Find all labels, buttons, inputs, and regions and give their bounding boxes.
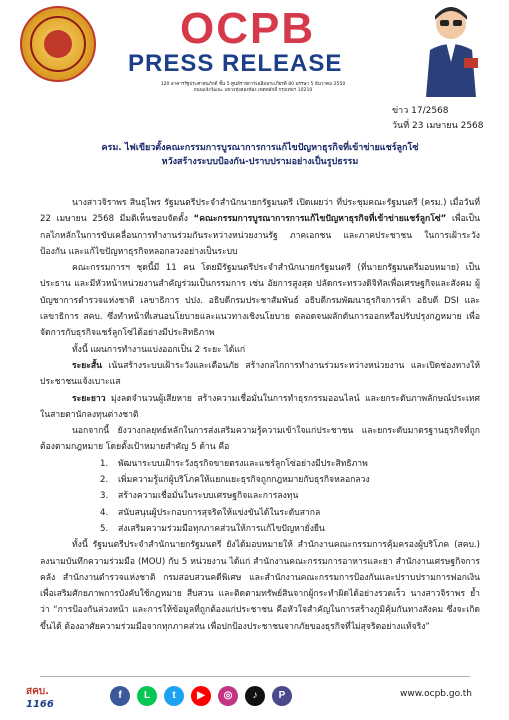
twitter-icon[interactable]: t (164, 686, 184, 706)
mascot-illustration (420, 2, 482, 97)
footer-divider (40, 676, 470, 677)
article-body (40, 195, 480, 635)
goals-list (40, 456, 480, 537)
news-number: ข่าว 17/2568 (392, 106, 449, 116)
tiktok-icon[interactable]: ♪ (245, 686, 265, 706)
paragraph-1: นางสาวจิราพร สินธุไพร รัฐมนตรีประจำสำนักนายกรัฐมนตรี เปิดเผยว่า ที่ประชุมคณะรัฐมนตรี (ครม.) เมื่อวันที่ 22 เมษายน 2568 มีมติเห็นชอบจัดตั้ง “คณะกรรมการบูรณาการการแก้ไขปัญหาธุรกิจที่เข้าข่ายแชร์ลูกโซ่” เพื่อเป็นกลไกหลักในการขับเคลื่อนการทำงานร่วมกันระหว่างหน่วยงานรัฐ ภาคเอกชน และภาคประชาชน ในการเฝ้าระวัง ป้องกัน และแก้ไขปัญหาธุรกิจหลอกลวงอย่างเป็นระบบ (40, 198, 480, 257)
youtube-icon[interactable]: ▶ (191, 686, 211, 706)
list-item: 1. พัฒนาระบบเฝ้าระวังธุรกิจขายตรงและแชร์ลูกโซ่อย่างมีประสิทธิภาพ (100, 458, 368, 469)
footer (0, 676, 509, 720)
paragraph-long-term: ระยะยาว มุ่งลดจำนวนผู้เสียหาย สร้างความเชื่อมั่นในการทำธุรกรรมออนไลน์ และยกระดับภาพลักษณ์ประเทศในสายตานักลงทุนต่างชาติ (40, 393, 480, 420)
news-date: วันที่ 23 เมษายน 2568 (392, 121, 484, 131)
list-item: 4. สนับสนุนผู้ประกอบการสุจริตให้แข่งขันได้ในระดับสากล (100, 507, 321, 518)
headline-line-2: หวังสร้างระบบป้องกัน-ปราบปรามอย่างเป็นรูปธรรม (161, 157, 359, 167)
press-release-title: PRESS RELEASE (128, 50, 343, 77)
hotline-logo: สคบ. 1166 (26, 686, 54, 710)
facebook-icon[interactable]: f (110, 686, 130, 706)
website-link[interactable]: www.ocpb.go.th (400, 689, 473, 699)
address-line-2: ถนนแจ้งวัฒนะ แขวงทุ่งสองห้อง เขตหลักสี่ กรุงเทพฯ 10210 (193, 88, 313, 93)
headline-line-1: ครม. ไฟเขียวตั้งคณะกรรมการบูรณาการการแก้ไขปัญหาธุรกิจที่เข้าข่ายแชร์ลูกโซ่ (101, 143, 419, 153)
headline (60, 141, 460, 169)
paragraph-2: คณะกรรมการฯ ชุดนี้มี 11 คน โดยมีรัฐมนตรีประจำสำนักนายกรัฐมนตรี (ที่นายกรัฐมนตรีมอบหมาย) เป็นประธาน และมีหัวหน้าหน่วยงานสำคัญร่วมเป็นกรรมการ เช่น อัยการสูงสุด ปลัดกระทรวงดิจิทัลเพื่อเศรษฐกิจและสังคม ผู้บัญชาการตำรวจแห่งชาติ เลขาธิการ ปปง. อธิบดีกรมประชาสัมพันธ์ อธิบดีกรมพัฒนาธุรกิจการค้า อธิบดี DSI และเลขาธิการ สคบ. ซึ่งทำหน้าที่เสนอนโยบายและแนวทางเชิงนโยบาย ตลอดจนผลักดันการออกหรือปรับปรุงกฎหมาย เพื่อจัดการกับธุรกิจแชร์ลูกโซ่ได้อย่างมีประสิทธิภาพ (40, 263, 480, 339)
pantip-icon[interactable]: P (272, 686, 292, 706)
address (118, 82, 388, 94)
instagram-icon[interactable]: ◎ (218, 686, 238, 706)
paragraph-3: ทั้งนี้ แผนการทำงานแบ่งออกเป็น 2 ระยะ ได้แก่ (72, 344, 246, 355)
news-meta (392, 104, 507, 134)
paragraph-7: ทั้งนี้ รัฐมนตรีประจำสำนักนายกรัฐมนตรี ยังได้มอบหมายให้ สำนักงานคณะกรรมการคุ้มครองผู้บริโภค (สคบ.) ลงนามบันทึกความร่วมมือ (MOU) กับ 5 หน่วยงาน ได้แก่ สำนักงานคณะกรรมการอาหารและยา สำนักงานเศรษฐกิจการคลัง สำนักงานตำรวจแห่งชาติ กรมสอบสวนคดีพิเศษ และสำนักงานคณะกรรมการป้องกันและปราบปรามการฟอกเงิน เพื่อเสริมศักยภาพการบังคับใช้กฎหมาย สืบสวน และติดตามทรัพย์สินจากผู้กระทำผิดได้อย่างรวดเร็ว นางสาวจิราพร ย้ำว่า “การป้องกันล่วงหน้า และการให้ข้อมูลที่ถูกต้องแก่ประชาชน คือหัวใจสำคัญในการสร้างภูมิคุ้มกันทางสังคม ซึ่งจะเกิดขึ้นได้ ต้องอาศัยความร่วมมือจากทุกภาคส่วน เพื่อปกป้องประชาชนจากภัยของธุรกิจที่ไม่สุจริตอย่างแท้จริง” (40, 540, 480, 632)
brand-title: OCPB (180, 4, 316, 53)
list-item: 3. สร้างความเชื่อมั่นในระบบเศรษฐกิจและการลงทุน (100, 491, 299, 502)
list-item: 2. เพิ่มความรู้แก่ผู้บริโภคให้แยกแยะธุรกิจถูกกฎหมายกับธุรกิจหลอกลวง (100, 475, 370, 486)
list-item: 5. ส่งเสริมความร่วมมือทุกภาคส่วนให้การแก้ไขปัญหายั่งยืน (100, 523, 325, 534)
address-line-1: 120 อาคารรัฐประศาสนภักดี ชั้น 5 ศูนย์ราชการเฉลิมพระเกียรติ 80 พรรษา 5 ธันวาคม 2550 (160, 82, 346, 87)
paragraph-6: นอกจากนี้ ยังวางกลยุทธ์หลักในการส่งเสริมความรู้ความเข้าใจแก่ประชาชน และยกระดับมาตรฐานธุรกิจที่ถูกต้องตามกฎหมาย โดยตั้งเป้าหมายสำคัญ 5 ด้าน คือ (40, 426, 480, 453)
committee-name: “คณะกรรมการบูรณาการการแก้ไขปัญหาธุรกิจที่เข้าข่ายแชร์ลูกโซ่” (193, 214, 447, 225)
paragraph-short-term: ระยะสั้น เน้นสร้างระบบเฝ้าระวังและเตือนภัย สร้างกลไกการทำงานร่วมระหว่างหน่วยงาน และเปิดช่องทางให้ประชาชนแจ้งเบาะแส (40, 360, 480, 388)
header (0, 0, 509, 100)
ocpb-seal-logo (20, 6, 96, 82)
line-icon[interactable]: L (137, 686, 157, 706)
